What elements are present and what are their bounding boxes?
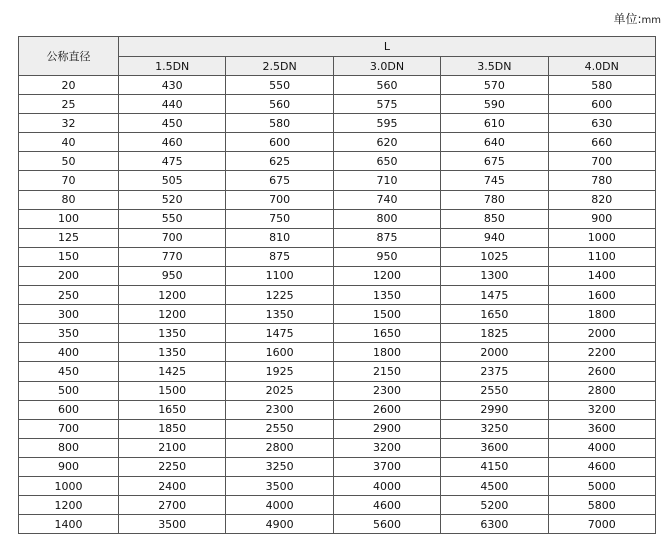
length-value-cell: 2600	[333, 400, 440, 419]
length-value-cell: 560	[333, 76, 440, 95]
length-value-cell: 520	[119, 190, 226, 209]
table-row	[19, 190, 656, 209]
table-row	[19, 152, 656, 171]
length-value-cell: 3500	[226, 476, 333, 495]
header-row-group	[19, 37, 656, 57]
length-value-cell: 810	[226, 228, 333, 247]
length-value-cell: 1200	[119, 305, 226, 324]
length-value-cell: 2375	[441, 362, 548, 381]
length-value-cell: 610	[441, 114, 548, 133]
table-row	[19, 133, 656, 152]
length-value-cell: 940	[441, 228, 548, 247]
length-value-cell: 1800	[333, 343, 440, 362]
length-value-cell: 1200	[119, 286, 226, 305]
table-row	[19, 266, 656, 285]
table-row	[19, 305, 656, 324]
column-header: 4.0DN	[548, 57, 655, 76]
length-value-cell: 4000	[333, 476, 440, 495]
length-value-cell: 5600	[333, 515, 440, 534]
nominal-diameter-cell: 25	[19, 95, 119, 114]
table-row	[19, 438, 656, 457]
length-value-cell: 1825	[441, 324, 548, 343]
length-value-cell: 700	[226, 190, 333, 209]
length-value-cell: 4000	[548, 438, 655, 457]
length-value-cell: 1475	[441, 286, 548, 305]
length-value-cell: 1650	[333, 324, 440, 343]
nominal-diameter-cell: 500	[19, 381, 119, 400]
length-value-cell: 4600	[548, 457, 655, 476]
length-value-cell: 1200	[333, 266, 440, 285]
table-row	[19, 76, 656, 95]
nominal-diameter-cell: 700	[19, 419, 119, 438]
length-value-cell: 1350	[119, 324, 226, 343]
length-value-cell: 770	[119, 247, 226, 266]
length-value-cell: 1800	[548, 305, 655, 324]
length-value-cell: 580	[226, 114, 333, 133]
nominal-diameter-cell: 100	[19, 209, 119, 228]
length-value-cell: 780	[441, 190, 548, 209]
length-value-cell: 1600	[548, 286, 655, 305]
length-value-cell: 1350	[226, 305, 333, 324]
nominal-diameter-cell: 300	[19, 305, 119, 324]
dimension-table	[18, 36, 656, 534]
length-value-cell: 550	[119, 209, 226, 228]
table-row	[19, 457, 656, 476]
length-value-cell: 430	[119, 76, 226, 95]
table-row	[19, 171, 656, 190]
length-value-cell: 3500	[119, 515, 226, 534]
length-value-cell: 1850	[119, 419, 226, 438]
length-value-cell: 3250	[441, 419, 548, 438]
table-row	[19, 114, 656, 133]
length-value-cell: 1650	[441, 305, 548, 324]
length-value-cell: 2025	[226, 381, 333, 400]
length-value-cell: 710	[333, 171, 440, 190]
length-value-cell: 2990	[441, 400, 548, 419]
length-value-cell: 1100	[226, 266, 333, 285]
length-value-cell: 440	[119, 95, 226, 114]
length-value-cell: 4900	[226, 515, 333, 534]
length-value-cell: 5000	[548, 476, 655, 495]
length-value-cell: 575	[333, 95, 440, 114]
length-value-cell: 1425	[119, 362, 226, 381]
nominal-diameter-cell: 125	[19, 228, 119, 247]
length-value-cell: 1225	[226, 286, 333, 305]
column-header: 3.0DN	[333, 57, 440, 76]
length-value-cell: 2150	[333, 362, 440, 381]
length-value-cell: 4500	[441, 476, 548, 495]
length-value-cell: 640	[441, 133, 548, 152]
nominal-diameter-cell: 40	[19, 133, 119, 152]
length-value-cell: 3700	[333, 457, 440, 476]
length-value-cell: 950	[119, 266, 226, 285]
length-value-cell: 4150	[441, 457, 548, 476]
length-value-cell: 750	[226, 209, 333, 228]
length-value-cell: 1100	[548, 247, 655, 266]
nominal-diameter-cell: 200	[19, 266, 119, 285]
table-row	[19, 343, 656, 362]
length-value-cell: 2400	[119, 476, 226, 495]
length-value-cell: 570	[441, 76, 548, 95]
length-value-cell: 1000	[548, 228, 655, 247]
length-value-cell: 2100	[119, 438, 226, 457]
length-value-cell: 2700	[119, 496, 226, 515]
table-row	[19, 286, 656, 305]
length-value-cell: 1350	[119, 343, 226, 362]
length-value-cell: 1300	[441, 266, 548, 285]
length-value-cell: 850	[441, 209, 548, 228]
length-value-cell: 1925	[226, 362, 333, 381]
length-value-cell: 4000	[226, 496, 333, 515]
nominal-diameter-cell: 1200	[19, 496, 119, 515]
length-value-cell: 3200	[333, 438, 440, 457]
length-value-cell: 3600	[548, 419, 655, 438]
table-row	[19, 228, 656, 247]
length-value-cell: 1475	[226, 324, 333, 343]
length-value-cell: 3600	[441, 438, 548, 457]
length-value-cell: 950	[333, 247, 440, 266]
table-row	[19, 400, 656, 419]
length-value-cell: 550	[226, 76, 333, 95]
table-row	[19, 209, 656, 228]
length-value-cell: 595	[333, 114, 440, 133]
length-value-cell: 590	[441, 95, 548, 114]
length-value-cell: 820	[548, 190, 655, 209]
length-value-cell: 2000	[548, 324, 655, 343]
length-value-cell: 475	[119, 152, 226, 171]
length-value-cell: 700	[119, 228, 226, 247]
table-row	[19, 324, 656, 343]
nominal-diameter-cell: 400	[19, 343, 119, 362]
length-value-cell: 650	[333, 152, 440, 171]
length-value-cell: 800	[333, 209, 440, 228]
length-value-cell: 875	[333, 228, 440, 247]
length-value-cell: 4600	[333, 496, 440, 515]
length-value-cell: 700	[548, 152, 655, 171]
nominal-diameter-cell: 350	[19, 324, 119, 343]
length-value-cell: 620	[333, 133, 440, 152]
length-value-cell: 1500	[333, 305, 440, 324]
length-value-cell: 2550	[441, 381, 548, 400]
nominal-diameter-cell: 800	[19, 438, 119, 457]
length-value-cell: 625	[226, 152, 333, 171]
nominal-diameter-cell: 80	[19, 190, 119, 209]
length-value-cell: 5200	[441, 496, 548, 515]
length-value-cell: 2900	[333, 419, 440, 438]
nominal-diameter-cell: 1000	[19, 476, 119, 495]
table-row	[19, 419, 656, 438]
unit-value: mm	[641, 15, 661, 26]
length-value-cell: 2000	[441, 343, 548, 362]
length-value-cell: 2800	[548, 381, 655, 400]
length-group-header: L	[119, 37, 656, 57]
length-value-cell: 600	[548, 95, 655, 114]
table-row	[19, 95, 656, 114]
nominal-diameter-cell: 1400	[19, 515, 119, 534]
length-value-cell: 460	[119, 133, 226, 152]
length-value-cell: 2800	[226, 438, 333, 457]
length-value-cell: 660	[548, 133, 655, 152]
table-body	[19, 76, 656, 534]
length-value-cell: 1025	[441, 247, 548, 266]
length-value-cell: 1350	[333, 286, 440, 305]
length-value-cell: 560	[226, 95, 333, 114]
length-value-cell: 6300	[441, 515, 548, 534]
unit-label	[613, 10, 661, 27]
nominal-diameter-cell: 70	[19, 171, 119, 190]
table-header	[19, 37, 656, 76]
length-value-cell: 2300	[226, 400, 333, 419]
nominal-diameter-header: 公称直径	[19, 37, 119, 76]
length-value-cell: 2200	[548, 343, 655, 362]
column-header: 3.5DN	[441, 57, 548, 76]
length-value-cell: 875	[226, 247, 333, 266]
length-value-cell: 2600	[548, 362, 655, 381]
length-value-cell: 7000	[548, 515, 655, 534]
length-value-cell: 1650	[119, 400, 226, 419]
length-value-cell: 630	[548, 114, 655, 133]
unit-label-text: 单位:	[613, 12, 642, 26]
length-value-cell: 745	[441, 171, 548, 190]
table-row	[19, 381, 656, 400]
table-row	[19, 476, 656, 495]
nominal-diameter-cell: 900	[19, 457, 119, 476]
length-value-cell: 3200	[548, 400, 655, 419]
length-value-cell: 5800	[548, 496, 655, 515]
length-value-cell: 580	[548, 76, 655, 95]
length-value-cell: 450	[119, 114, 226, 133]
length-value-cell: 600	[226, 133, 333, 152]
length-value-cell: 2550	[226, 419, 333, 438]
length-value-cell: 675	[226, 171, 333, 190]
nominal-diameter-cell: 20	[19, 76, 119, 95]
column-header: 1.5DN	[119, 57, 226, 76]
table-row	[19, 515, 656, 534]
length-value-cell: 2250	[119, 457, 226, 476]
length-value-cell: 1600	[226, 343, 333, 362]
length-value-cell: 1400	[548, 266, 655, 285]
length-value-cell: 3250	[226, 457, 333, 476]
table-row	[19, 362, 656, 381]
length-value-cell: 780	[548, 171, 655, 190]
table-row	[19, 247, 656, 266]
nominal-diameter-cell: 250	[19, 286, 119, 305]
length-value-cell: 740	[333, 190, 440, 209]
length-value-cell: 900	[548, 209, 655, 228]
length-value-cell: 675	[441, 152, 548, 171]
nominal-diameter-cell: 50	[19, 152, 119, 171]
length-value-cell: 1500	[119, 381, 226, 400]
table-row	[19, 496, 656, 515]
nominal-diameter-cell: 32	[19, 114, 119, 133]
length-value-cell: 505	[119, 171, 226, 190]
length-value-cell: 2300	[333, 381, 440, 400]
column-header: 2.5DN	[226, 57, 333, 76]
nominal-diameter-cell: 600	[19, 400, 119, 419]
nominal-diameter-cell: 450	[19, 362, 119, 381]
nominal-diameter-cell: 150	[19, 247, 119, 266]
